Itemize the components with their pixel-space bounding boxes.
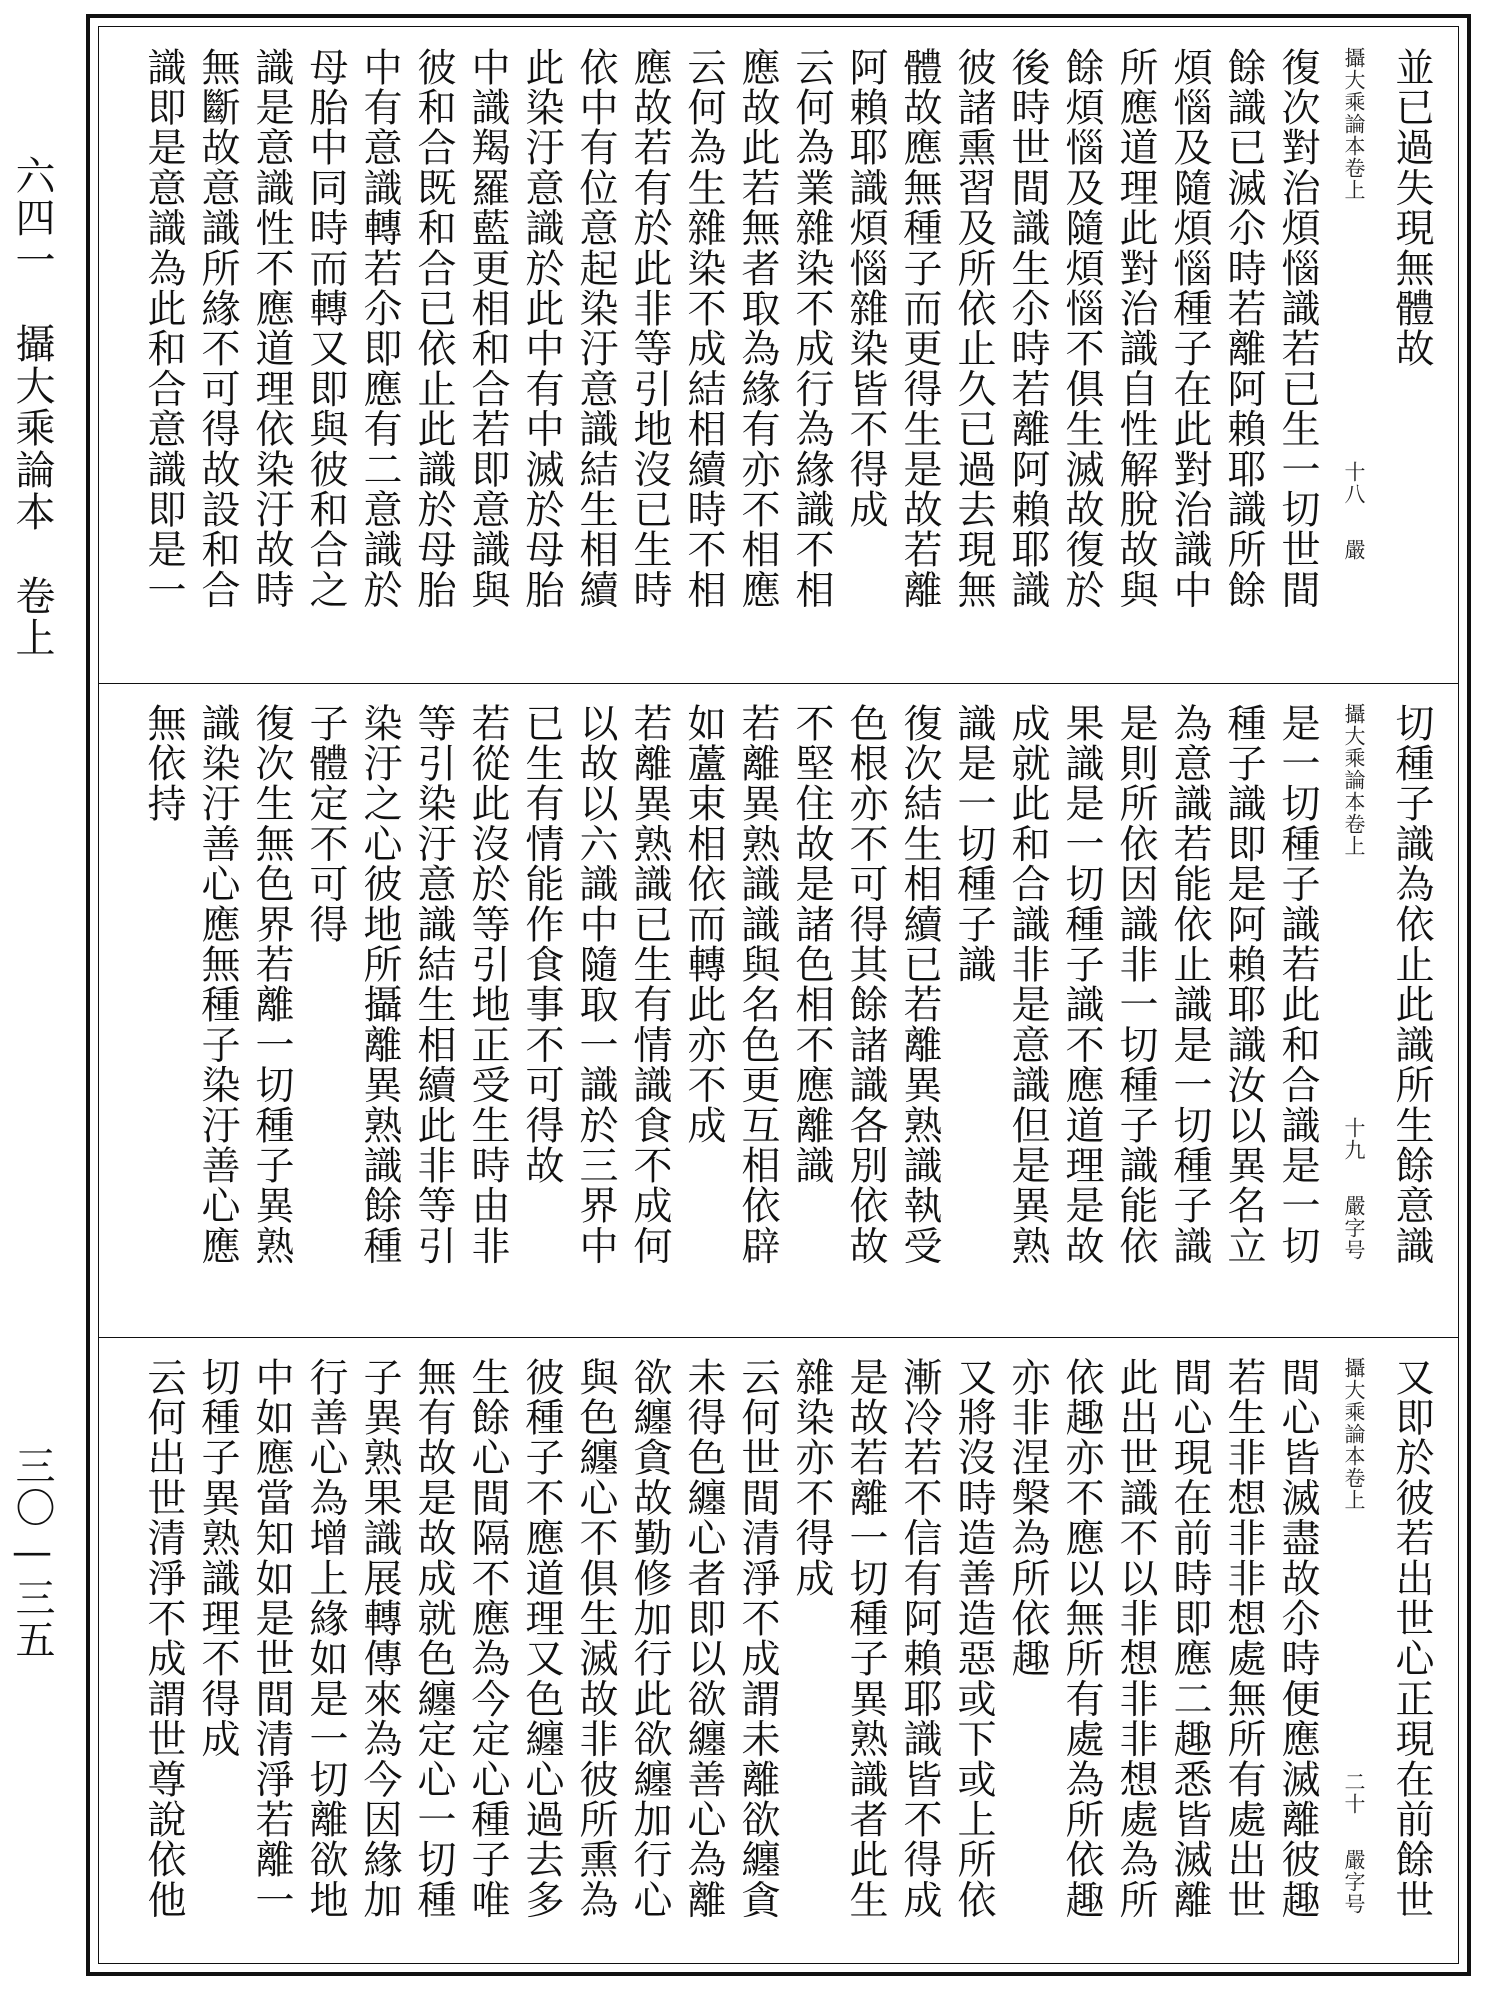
text-column: 並已過失現無體故 [1389, 47, 1434, 369]
column-group-1 [136, 47, 1438, 669]
text-column: 與色纏心不俱生滅故非彼所熏為 [573, 1357, 618, 1920]
text-column: 體故應無種子而更得生是故若離 [897, 47, 942, 610]
text-column: 彼和合既和合已依止此識於母胎 [411, 47, 456, 610]
text-column: 為意識若能依止識是一切種子識 [1167, 703, 1212, 1266]
text-column: 如蘆束相依而轉此亦不成 [681, 703, 726, 1146]
text-column: 無依持 [141, 703, 186, 824]
text-column: 云何為業雜染不成行為緣識不相 [789, 47, 834, 610]
text-column: 亦非涅槃為所依趣 [1005, 1357, 1050, 1679]
text-column: 間心現在前時即應二趣悉皆滅離 [1167, 1357, 1212, 1920]
text-column: 又即於彼若出世心正現在前餘世 [1389, 1357, 1434, 1920]
text-column: 欲纏貪故勤修加行此欲纏加行心 [627, 1357, 672, 1920]
frame-inner [98, 26, 1459, 1964]
text-column: 是則所依因識非一切種子識能依 [1113, 703, 1158, 1266]
text-column: 復次生無色界若離一切種子異熟 [249, 703, 294, 1266]
marker-seal: 嚴 [1342, 539, 1366, 561]
text-column: 依趣亦不應以無所有處為所依趣 [1059, 1357, 1104, 1920]
text-column: 此出世識不以非想非非想處為所 [1113, 1357, 1158, 1920]
panel-marker [1324, 703, 1384, 1323]
text-column: 母胎中同時而轉又即與彼和合之 [303, 47, 348, 610]
marker-title: 攝大乘論本卷上 [1342, 703, 1366, 857]
text-column: 彼諸熏習及所依止久已過去現無 [951, 47, 996, 610]
text-column: 無有故是故成就色纏定心一切種 [411, 1357, 456, 1920]
text-column: 復次結生相續已若離異熟識執受 [897, 703, 942, 1266]
text-column: 應故若有於此非等引地沒已生時 [627, 47, 672, 610]
text-column: 以故以六識中隨取一識於三界中 [573, 703, 618, 1266]
text-column: 若離異熟識識與名色更互相依辟 [735, 703, 780, 1266]
marker-title: 攝大乘論本卷上 [1342, 47, 1366, 201]
text-column: 復次對治煩惱識若已生一切世間 [1275, 47, 1320, 610]
text-column: 彼種子不應道理又色纏心過去多 [519, 1357, 564, 1920]
text-column: 染汙之心彼地所攝離異熟識餘種 [357, 703, 402, 1266]
text-column: 切種子識為依止此識所生餘意識 [1389, 703, 1434, 1266]
text-column: 中有意識轉若尒即應有二意識於 [357, 47, 402, 610]
text-column: 餘煩惱及隨煩惱不俱生滅故復於 [1059, 47, 1104, 610]
column-group-3 [136, 1357, 1438, 1949]
text-column: 切種子異熟識理不得成 [195, 1357, 240, 1759]
text-column: 若離異熟識已生有情識食不成何 [627, 703, 672, 1266]
text-column: 色根亦不可得其餘諸識各別依故 [843, 703, 888, 1266]
text-column: 是一切種子識若此和合識是一切 [1275, 703, 1320, 1266]
text-column: 云何出世清淨不成謂世尊說依他 [141, 1357, 186, 1920]
text-column: 此染汙意識於此中有中滅於母胎 [519, 47, 564, 610]
text-column: 種子識即是阿賴耶識汝以異名立 [1221, 703, 1266, 1266]
text-column: 間心皆滅盡故尒時便應滅離彼趣 [1275, 1357, 1320, 1920]
panel-marker [1324, 1357, 1384, 1949]
text-column: 依中有位意起染汙意識結生相續 [573, 47, 618, 610]
text-panel-3 [99, 1337, 1458, 1963]
text-column: 等引染汙意識結生相續此非等引 [411, 703, 456, 1266]
margin-page-number: 三〇—三五 [9, 1445, 55, 1661]
text-panel-1 [99, 27, 1458, 684]
page-frame [86, 14, 1471, 1976]
text-column: 成就此和合識非是意識但是異熟 [1005, 703, 1050, 1266]
text-column: 若從此沒於等引地正受生時由非 [465, 703, 510, 1266]
text-column: 阿賴耶識煩惱雜染皆不得成 [843, 47, 888, 530]
marker-leaf-number: 二十 [1342, 1771, 1366, 1815]
text-column: 子體定不可得 [303, 703, 348, 945]
text-column: 應故此若無者取為緣有亦不相應 [735, 47, 780, 610]
text-column: 又將沒時造善造惡或下或上所依 [951, 1357, 996, 1920]
column-group-2 [136, 703, 1438, 1323]
text-column: 已生有情能作食事不可得故 [519, 703, 564, 1186]
text-column: 餘識已滅尒時若離阿賴耶識所餘 [1221, 47, 1266, 610]
text-column: 云何世間清淨不成謂未離欲纏貪 [735, 1357, 780, 1920]
text-column: 識是一切種子識 [951, 703, 996, 985]
text-column: 子異熟果識展轉傳來為今因緣加 [357, 1357, 402, 1920]
text-column: 不堅住故是諸色相不應離識 [789, 703, 834, 1186]
text-column: 未得色纏心者即以欲纏善心為離 [681, 1357, 726, 1920]
text-column: 識即是意識為此和合意識即是一 [141, 47, 186, 610]
marker-leaf-number: 十九 [1342, 1117, 1366, 1161]
margin-title: 六四一 攝大乘論本 卷上 [9, 155, 55, 659]
marker-seal: 嚴字号 [1342, 1195, 1366, 1261]
text-column: 煩惱及隨煩惱種子在此對治識中 [1167, 47, 1212, 610]
text-column: 是故若離一切種子異熟識者此生 [843, 1357, 888, 1920]
text-column: 所應道理此對治識自性解脫故與 [1113, 47, 1158, 610]
text-column: 果識是一切種子識不應道理是故 [1059, 703, 1104, 1266]
panel-marker [1324, 47, 1384, 669]
text-column: 雜染亦不得成 [789, 1357, 834, 1599]
marker-leaf-number: 十八 [1342, 461, 1366, 505]
text-column: 無斷故意識所緣不可得故設和合 [195, 47, 240, 610]
text-column: 中如應當知如是世間清淨若離一 [249, 1357, 294, 1920]
text-column: 云何為生雜染不成結相續時不相 [681, 47, 726, 610]
text-panel-2 [99, 683, 1458, 1338]
text-column: 中識羯羅藍更相和合若即意識與 [465, 47, 510, 610]
marker-seal: 嚴字号 [1342, 1849, 1366, 1915]
text-column: 若生非想非非想處無所有處出世 [1221, 1357, 1266, 1920]
marker-title: 攝大乘論本卷上 [1342, 1357, 1366, 1511]
text-column: 生餘心間隔不應為今定心種子唯 [465, 1357, 510, 1920]
text-column: 行善心為增上緣如是一切離欲地 [303, 1357, 348, 1920]
text-column: 漸冷若不信有阿賴耶識皆不得成 [897, 1357, 942, 1920]
text-column: 後時世間識生尒時若離阿賴耶識 [1005, 47, 1050, 610]
text-column: 識是意識性不應道理依染汙故時 [249, 47, 294, 610]
text-column: 識染汙善心應無種子染汙善心應 [195, 703, 240, 1266]
